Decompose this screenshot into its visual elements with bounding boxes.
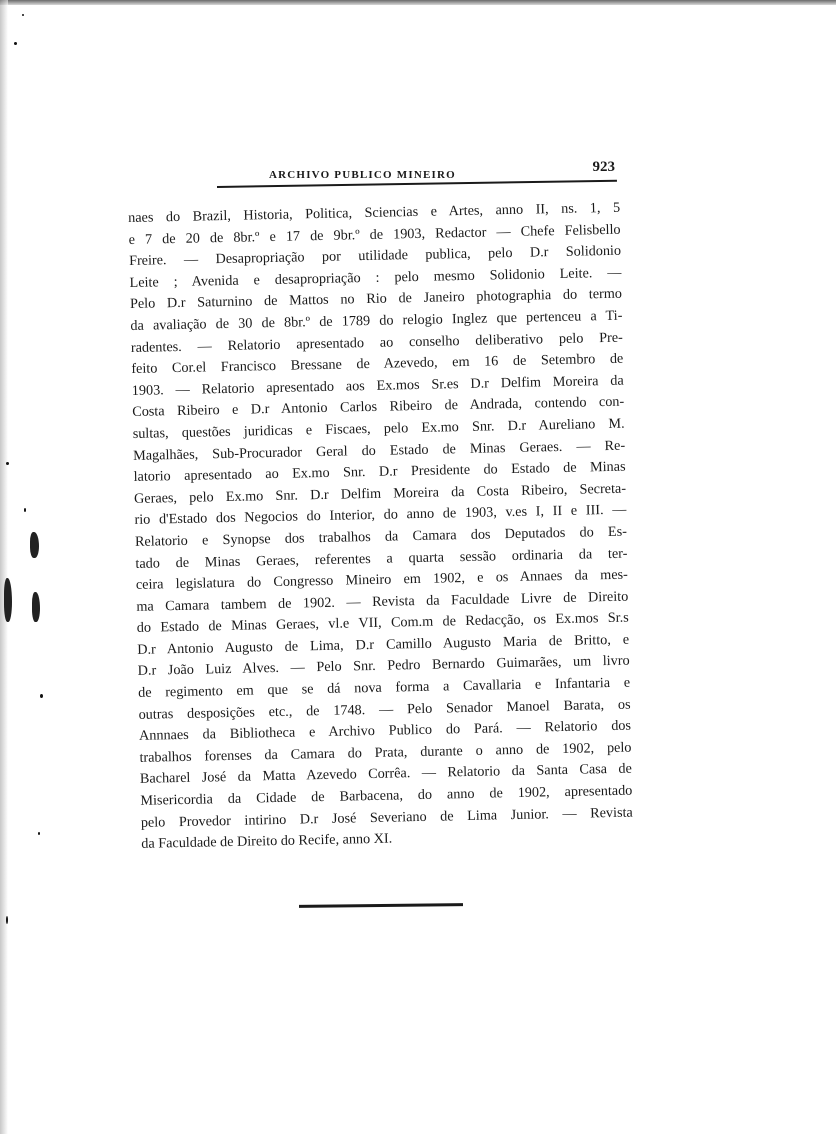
text-line: Pelo D.r Saturnino de Mattos no Rio de Janeiro photographia do termo	[129, 286, 623, 313]
closing-rule	[299, 903, 463, 908]
scan-blot	[30, 532, 39, 558]
text-line: sultas, questões juridicas e Fiscaes, pelo Ex.mo Snr. D.r Aureliano M.	[132, 415, 625, 442]
text-line: Misericordia da Cidade de Barbacena, do anno de 1902, apresentado	[140, 782, 633, 809]
body-paragraph	[128, 198, 633, 856]
scan-speck	[24, 508, 26, 512]
text-line: latorio apresentado ao Ex.mo Snr. D.r Presidente do Estado de Minas	[133, 458, 626, 486]
text-line: Bacharel José da Matta Azevedo Corrêa. — Relatorio da Santa Casa de	[139, 761, 633, 788]
text-line: naes do Brazil, Historia, Politica, Sciencias e Artes, anno II, ns. 1, 5	[128, 199, 621, 226]
text-line: e 7 de 20 de 8br.º e 17 de 9br.º de 1903, Redactor — Chefe Felisbello	[128, 221, 621, 248]
text-line: Geraes, pelo Ex.mo Snr. D.r Delfim Moreira da Costa Ribeiro, Secreta-	[133, 480, 627, 507]
text-line: ma Camara tambem de 1902. — Revista da Faculdade Livre de Direito	[136, 588, 629, 615]
text-line: Annnaes da Bibliotheca e Archivo Publico do Pará. — Relatorio dos	[138, 717, 632, 745]
running-title: ARCHIVO PUBLICO MINEIRO	[269, 169, 456, 181]
text-line: Leite ; Avenida e desapropriação : pelo mesmo Solidonio Leite. —	[129, 264, 622, 291]
scan-blot	[4, 578, 12, 622]
scan-top-shadow	[0, 0, 836, 5]
text-line: tado de Minas Geraes, referentes a quarta sessão ordinaria da ter-	[135, 545, 628, 572]
text-line: outras desposições etc., de 1748. — Pelo Senador Manoel Barata, os	[138, 696, 631, 723]
text-line: de regimento em que se dá nova forma a Cavallaria e Infantaria e	[137, 674, 631, 701]
text-line: Magalhães, Sub-Procurador Geral do Estado de Minas Geraes. — Re-	[133, 437, 626, 464]
text-line: radentes. — Relatorio apresentado ao conselho deliberativo pelo Pre-	[130, 329, 623, 356]
scan-speck	[40, 694, 43, 698]
scan-speck	[22, 14, 24, 16]
text-line: rio d'Estado dos Negocios do Interior, do anno de 1903, v.es I, II e III. —	[134, 501, 627, 529]
text-line: trabalhos forenses da Camara do Prata, durante o anno de 1902, pelo	[139, 739, 632, 766]
text-line: Freire. — Desapropriação por utilidade publica, pelo D.r Solidonio	[128, 242, 622, 270]
scan-speck	[14, 42, 17, 45]
scan-blot	[32, 592, 40, 622]
text-line: feito Cor.el Francisco Bressane de Azevedo, em 16 de Setembro de	[131, 350, 624, 378]
scan-speck	[38, 832, 40, 835]
text-line: D.r Antonio Augusto de Lima, D.r Camillo Augusto Maria de Britto, e	[137, 631, 630, 658]
text-line: ceira legislatura do Congresso Mineiro em 1902, e os Annaes da mes-	[135, 566, 628, 594]
page-header	[217, 156, 617, 186]
scan-left-edge	[0, 0, 8, 1134]
text-line: Relatorio e Synopse dos trabalhos da Camara dos Deputados do Es-	[134, 523, 628, 550]
text-line-final: da Faculdade de Direito do Recife, anno XI.	[141, 830, 393, 853]
text-line: D.r João Luiz Alves. — Pelo Snr. Pedro Bernardo Guimarães, um livro	[137, 653, 630, 680]
text-line: do Estado de Minas Geraes, vl.e VII, Com.m de Redacção, os Ex.mos Sr.s	[136, 609, 629, 637]
text-line: da avaliação de 30 de 8br.º de 1789 do relogio Inglez que pertenceu a Ti-	[130, 307, 623, 334]
page-number: 923	[592, 159, 615, 175]
scan-speck	[6, 462, 9, 465]
text-line: Costa Ribeiro e D.r Antonio Carlos Ribeiro de Andrada, contendo con-	[132, 393, 625, 421]
text-line: pelo Provedor intirino D.r José Severiano de Lima Junior. — Revista	[140, 804, 633, 831]
text-line: 1903. — Relatorio apresentado aos Ex.mos Sr.es D.r Delfim Moreira da	[131, 372, 624, 399]
scan-speck	[6, 916, 8, 924]
